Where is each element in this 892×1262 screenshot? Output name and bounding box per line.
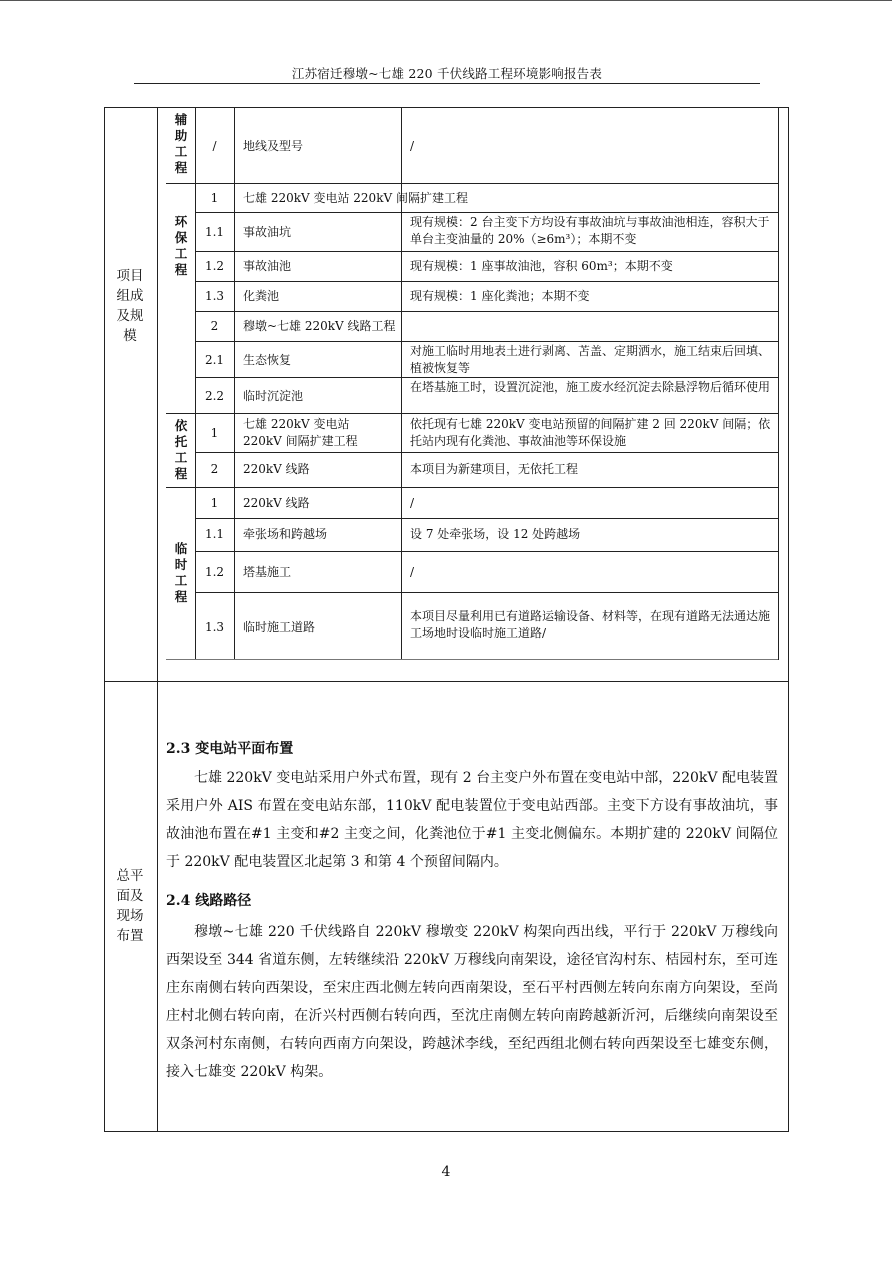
row-line xyxy=(195,341,778,342)
row-name: 穆墩~七雄 220kV 线路工程 xyxy=(243,319,396,333)
row-name: 生态恢复 xyxy=(243,353,292,367)
page-top-border xyxy=(0,0,892,1)
row-description: / xyxy=(410,565,415,579)
row-name: 临时施工道路 xyxy=(243,620,316,634)
row-line xyxy=(166,413,778,414)
col-divider-right xyxy=(778,108,779,660)
row-number: 2.1 xyxy=(204,353,225,367)
row-description: / xyxy=(410,139,415,153)
body-paragraph: 穆墩~七雄 220 千伏线路自 220kV 穆墩变 220kV 构架向西出线，平行于 220kV 万穆线向西架设至 344 省道东侧，左转继续沿 220kV 万穆线向南架设，途径官沟村东、桔园村东，至可连庄东南侧右转向西架设，至宋庄西北侧左转向西南架设，至石平村西侧左转向东南方向架设，至尚庄村北侧右转向南，在沂兴村西侧右转向西，至沈庄南侧左转向南跨越新沂河，后继续向南架设至双条河村东南侧，右转向西南方向架设，跨越沭李线，至纪西组北侧右转向西架设至七雄变东侧，接入七雄变 220kV 构架。 xyxy=(166,924,778,1080)
row-number: 1.1 xyxy=(204,527,225,541)
group-label-auxiliary: 辅助工程 xyxy=(174,112,188,175)
row-description: 依托现有七雄 220kV 变电站预留的间隔扩建 2 回 220kV 间隔；依托站内现有化粪池、事故油池等环保设施 xyxy=(410,417,771,448)
row-description: 对施工临时用地表土进行剥离、苫盖、定期洒水，施工结束后回填、植被恢复等 xyxy=(410,344,771,375)
row-description: 在塔基施工时，设置沉淀池，施工废水经沉淀去除悬浮物后循环使用 xyxy=(410,380,771,394)
row-line xyxy=(195,592,778,593)
row-description: 现有规模：1 座事故油池，容积 60m³；本期不变 xyxy=(410,259,673,273)
col-divider-no xyxy=(234,108,235,660)
row-description: 现有规模：1 座化粪池；本期不变 xyxy=(410,289,590,303)
row-number: 2 xyxy=(210,462,219,476)
subsection-heading: 2.4 线路路径 xyxy=(166,893,252,909)
row-number: 1 xyxy=(210,496,219,510)
row-line xyxy=(195,251,778,252)
row-description: 本项目尽量利用已有道路运输设备、材料等，在现有道路无法通达施工场地时设临时施工道路/ xyxy=(410,609,771,640)
row-line xyxy=(195,311,778,312)
row-number: 1 xyxy=(210,191,219,205)
row-line xyxy=(166,487,778,488)
row-number: 1.2 xyxy=(204,565,225,579)
group-label-environmental: 环保工程 xyxy=(174,214,188,277)
row-name: 临时沉淀池 xyxy=(243,389,304,403)
row-number: / xyxy=(212,139,217,153)
row-number: 1.2 xyxy=(204,259,225,273)
row-name: 事故油池 xyxy=(243,259,292,273)
row-name: 事故油坑 xyxy=(243,225,292,239)
row-name: 塔基施工 xyxy=(243,565,292,579)
document-header: 江苏宿迁穆墩~七雄 220 千伏线路工程环境影响报告表 xyxy=(291,66,603,81)
row-number: 1 xyxy=(210,426,219,440)
row-line xyxy=(195,377,778,378)
row-name: 220kV 线路 xyxy=(243,462,310,476)
row-number: 2 xyxy=(210,319,219,333)
section-label-layout: 总平面及现场布置 xyxy=(116,868,144,944)
row-name: 地线及型号 xyxy=(243,139,304,153)
row-name: 220kV 线路 xyxy=(243,496,310,510)
row-line xyxy=(166,659,778,660)
row-name: 牵张场和跨越场 xyxy=(243,527,328,541)
header-rule xyxy=(134,83,760,84)
row-description: / xyxy=(410,496,415,510)
page-number: 4 xyxy=(441,1164,451,1180)
row-number: 1.3 xyxy=(204,289,225,303)
group-label-dependent: 依托工程 xyxy=(174,418,188,481)
row-description: 本项目为新建项目，无依托工程 xyxy=(410,462,579,476)
body-paragraph: 七雄 220kV 变电站采用户外式布置，现有 2 台主变户外布置在变电站中部，220kV 配电装置采用户外 AIS 布置在变电站东部，110kV 配电装置位于变电站西部。主变下方设有事故油坑，事故油池布置在#1 主变和#2 主变之间，化粪池位于#1 主变北侧偏东。本期扩建的 220kV 间隔位于 220kV 配电装置区北起第 3 和第 4 个预留间隔内。 xyxy=(166,770,778,870)
row-line xyxy=(195,518,778,519)
row-line xyxy=(195,281,778,282)
section-label-composition: 项目组成及规模 xyxy=(116,268,144,344)
row-line xyxy=(195,212,778,213)
row-line xyxy=(195,452,778,453)
row-line xyxy=(195,551,778,552)
row-number: 1.3 xyxy=(204,620,225,634)
row-name: 化粪池 xyxy=(243,289,280,303)
row-description: 现有规模：2 台主变下方均设有事故油坑与事故油池相连，容积大于单台主变油量的 20%（≥6m³）；本期不变 xyxy=(410,215,770,246)
row-number: 1.1 xyxy=(204,225,225,239)
row-name: 七雄 220kV 变电站 220kV 间隔扩建工程 xyxy=(243,191,468,205)
section-divider xyxy=(104,681,789,682)
group-label-temporary: 临时工程 xyxy=(174,541,188,604)
col-divider-main xyxy=(157,108,158,1131)
row-line xyxy=(166,183,778,184)
row-name: 七雄 220kV 变电站 220kV 间隔扩建工程 xyxy=(243,417,358,448)
row-description: 设 7 处牵张场，设 12 处跨越场 xyxy=(410,527,581,541)
row-number: 2.2 xyxy=(204,389,225,403)
subsection-heading: 2.3 变电站平面布置 xyxy=(166,741,294,757)
